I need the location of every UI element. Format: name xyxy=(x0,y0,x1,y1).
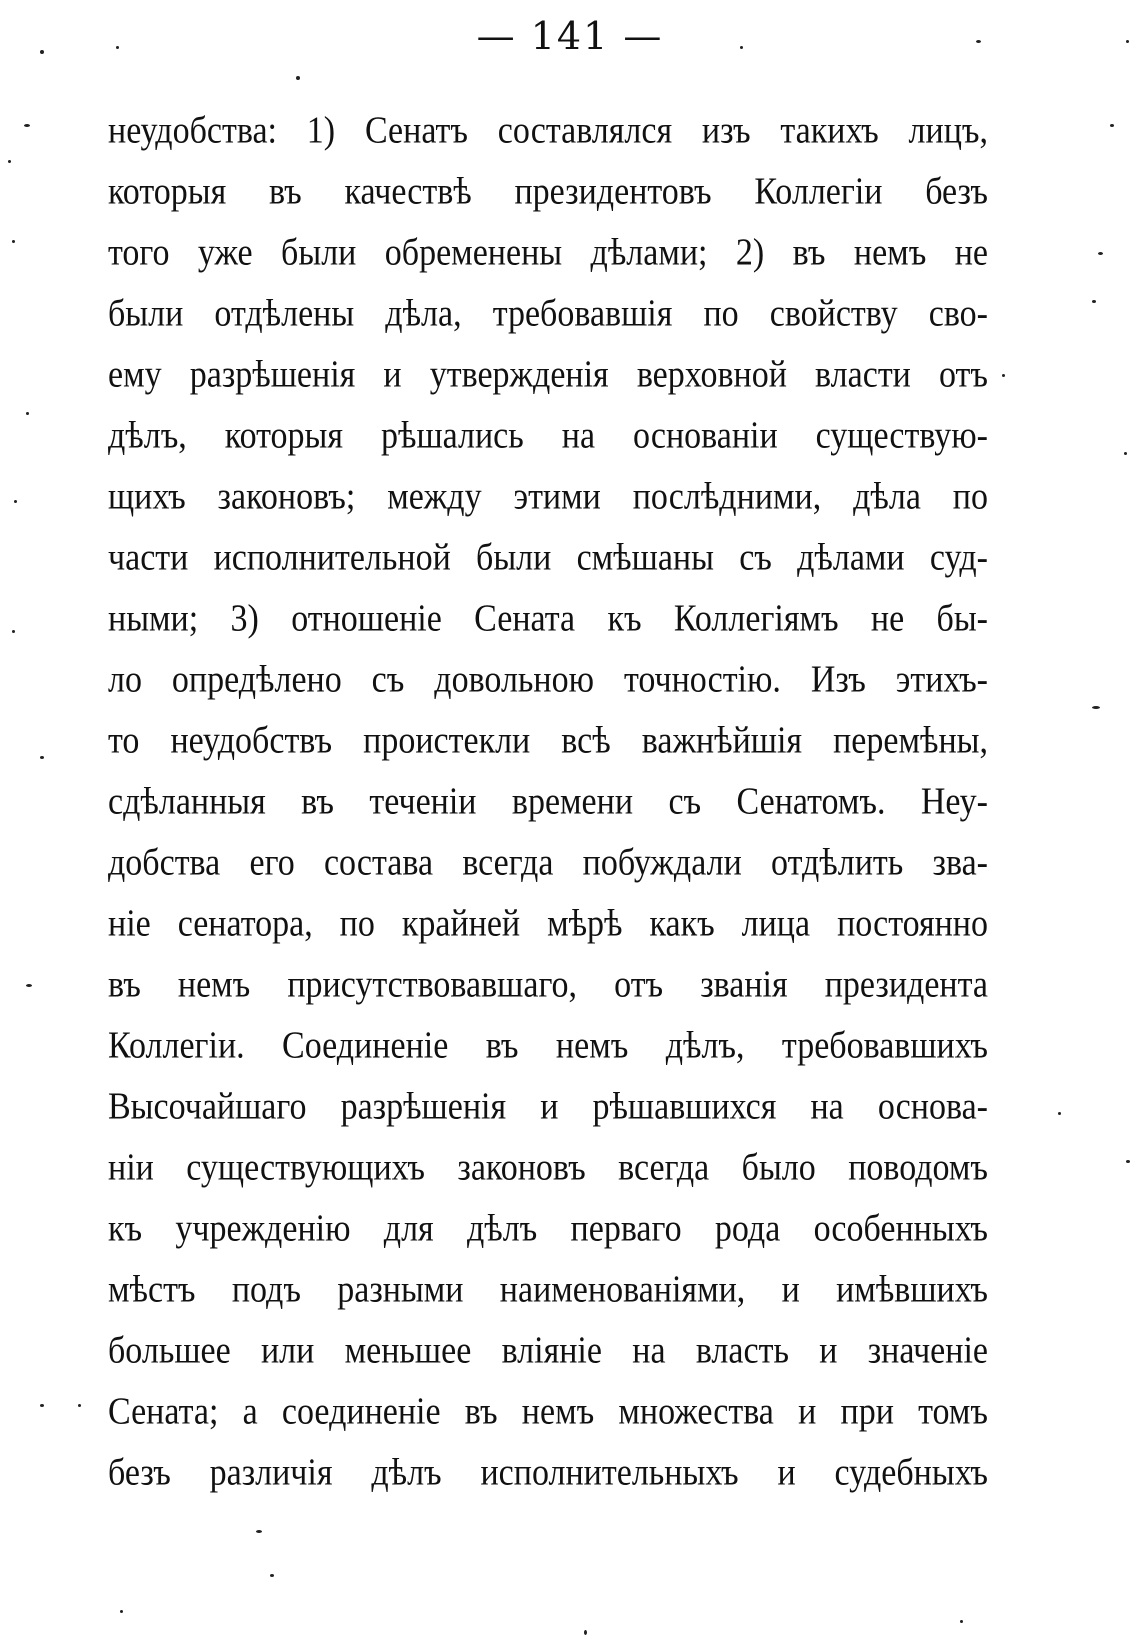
speck xyxy=(270,1574,274,1577)
speck xyxy=(296,76,300,80)
text-line-21: большее или меньшее вліяніе на власть и значеніе xyxy=(108,1329,988,1372)
speck xyxy=(14,500,17,503)
text-line-10: ло опредѣлено съ довольною точностію. Изъ этихъ- xyxy=(108,658,988,701)
speck xyxy=(1126,40,1129,43)
text-line-19: къ учрежденію для дѣлъ перваго рода особенныхъ xyxy=(108,1207,988,1250)
speck xyxy=(1092,706,1100,709)
page-number: — 141 — xyxy=(476,14,664,58)
text-line-15: въ немъ присутствовавшаго, отъ званія президента xyxy=(108,963,988,1006)
speck xyxy=(24,124,30,127)
text-line-18: ніи существующихъ законовъ всегда было поводомъ xyxy=(108,1146,988,1189)
text-line-16: Коллегіи. Соединеніе въ немъ дѣлъ, требовавшихъ xyxy=(108,1024,988,1067)
speck xyxy=(40,50,44,54)
text-line-8: части исполнительной были смѣшаны съ дѣлами суд- xyxy=(108,536,988,579)
text-line-6: дѣлъ, которыя рѣшались на основаніи существую- xyxy=(108,414,988,457)
text-line-12: сдѣланныя въ теченіи времени съ Сенатомъ. Неу- xyxy=(108,780,988,823)
text-line-20: мѣстъ подъ разными наименованіями, и имѣвшихъ xyxy=(108,1268,988,1311)
speck xyxy=(1092,300,1096,303)
text-line-11: то неудобствъ проистекли всѣ важнѣйшія перемѣны, xyxy=(108,719,988,762)
speck xyxy=(120,1610,123,1613)
text-line-23: безъ различія дѣлъ исполнительныхъ и судебныхъ xyxy=(108,1451,988,1494)
text-line-4: были отдѣлены дѣла, требовавшія по свойству сво- xyxy=(108,292,988,335)
speck xyxy=(960,1620,963,1623)
text-line-5: ему разрѣшенія и утвержденія верховной власти отъ xyxy=(108,353,988,396)
text-line-13: добства его состава всегда побуждали отдѣлить зва- xyxy=(108,841,988,884)
text-line-9: ными; 3) отношеніе Сената къ Коллегіямъ не бы- xyxy=(108,597,988,640)
text-line-22: Сената; а соединеніе въ немъ множества и при томъ xyxy=(108,1390,988,1433)
speck xyxy=(40,756,44,759)
speck xyxy=(12,240,15,243)
speck xyxy=(40,1404,44,1407)
speck xyxy=(1124,452,1127,455)
speck xyxy=(976,40,981,43)
text-line-3: того уже были обременены дѣлами; 2) въ немъ не xyxy=(108,231,988,274)
body-text xyxy=(108,100,988,1503)
speck xyxy=(1002,374,1005,377)
speck xyxy=(1098,252,1103,255)
speck xyxy=(584,1630,587,1635)
speck xyxy=(1058,1112,1061,1115)
speck xyxy=(740,46,743,49)
speck xyxy=(256,1530,262,1533)
text-line-17: Высочайшаго разрѣшенія и рѣшавшихся на основа- xyxy=(108,1085,988,1128)
text-line-14: ніе сенатора, по крайней мѣрѣ какъ лица постоянно xyxy=(108,902,988,945)
speck xyxy=(8,160,11,163)
text-line-2: которыя въ качествѣ президентовъ Коллегіи безъ xyxy=(108,170,988,213)
speck xyxy=(116,46,119,49)
speck xyxy=(12,630,15,633)
text-line-7: щихъ законовъ; между этими послѣдними, дѣла по xyxy=(108,475,988,518)
speck xyxy=(26,984,32,987)
speck xyxy=(26,412,29,415)
text-line-1: неудобства: 1) Сенатъ составлялся изъ такихъ лицъ, xyxy=(108,109,988,152)
speck xyxy=(1126,1160,1130,1163)
speck xyxy=(78,1404,81,1407)
speck xyxy=(1110,124,1114,127)
